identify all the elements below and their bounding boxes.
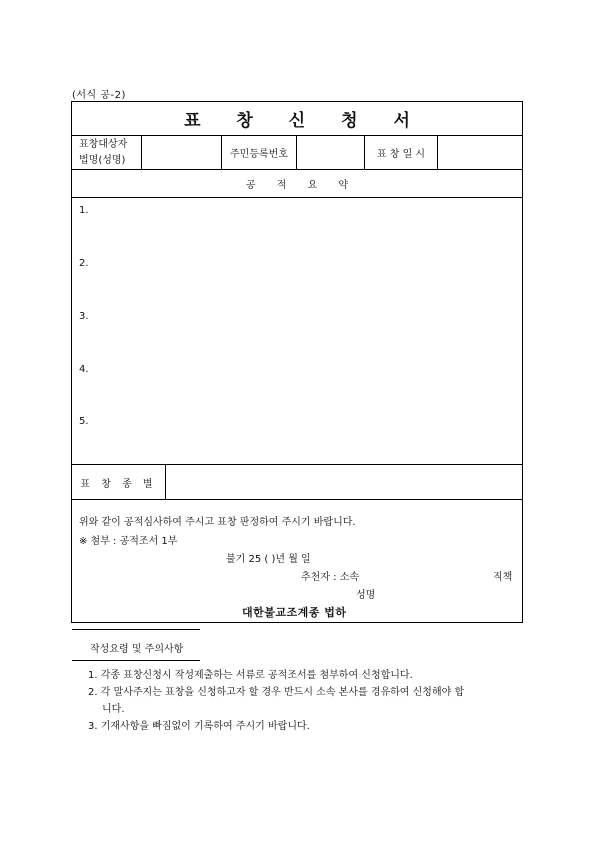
organization-name: 대한불교조계종 법하 (242, 606, 347, 619)
guide-note-2: 2. 각 말사주지는 표창을 신청하고자 할 경우 반드시 소속 본사를 경유하여 신청해야 합 (88, 687, 465, 698)
award-type-label: 표 창 종 별 (80, 478, 157, 490)
summary-item-2: 2. (79, 258, 89, 269)
request-text: 위와 같이 공적심사하여 주시고 표창 판정하여 주시기 바랍니다. (79, 517, 356, 528)
date-line: 불기 25 ( )년 월 일 (226, 554, 311, 565)
guide-rule-top (72, 629, 200, 630)
application-form (71, 101, 523, 623)
award-date-label-cell (365, 136, 438, 169)
summary-item-5: 5. (79, 416, 89, 427)
title-row (72, 102, 522, 136)
recommender-label: 추천자 : 소속 (301, 572, 360, 583)
recipient-label-line2: 법명(성명) (79, 154, 126, 166)
summary-item-3: 3. (79, 311, 89, 322)
guide-title: 작성요령 및 주의사항 (90, 644, 184, 655)
resident-no-field[interactable] (297, 136, 365, 169)
signature-label: 성명 (356, 590, 376, 601)
guide-note-3: 3. 기재사항을 빠짐없이 기록하여 주시기 바랍니다. (88, 721, 310, 732)
resident-no-label-cell (222, 136, 297, 169)
summary-item-4: 4. (79, 364, 89, 375)
award-type-label-cell (72, 465, 166, 499)
recipient-name-field[interactable] (142, 136, 222, 169)
guide-rule-bottom (72, 660, 200, 661)
recipient-label-cell (72, 136, 142, 169)
recipient-label-line1: 표창대상자 (79, 138, 128, 150)
summary-header-label: 공 적 요 약 (245, 180, 358, 191)
attachment-note: ※ 첨부 : 공적조서 1부 (79, 536, 178, 547)
award-date-label: 표 창 일 시 (376, 149, 426, 160)
request-section (72, 500, 522, 622)
info-row (72, 136, 522, 170)
summary-body[interactable] (72, 198, 522, 465)
guide-notes (88, 667, 528, 735)
award-date-field[interactable] (438, 136, 522, 169)
summary-item-1: 1. (79, 205, 89, 216)
award-type-field[interactable] (166, 465, 522, 499)
resident-no-label: 주민등록번호 (230, 149, 288, 160)
page-title: 표 창 신 청 서 (184, 111, 425, 131)
award-type-row (72, 465, 522, 500)
summary-header (72, 170, 522, 198)
guide-note-2-cont: 니다. (102, 704, 125, 715)
guide-note-1: 1. 각종 표창신청시 작성제출하는 서류로 공적조서를 첨부하여 신청합니다. (88, 670, 413, 681)
position-label: 직책 (493, 572, 513, 583)
form-code: (서식 공-2) (72, 90, 126, 101)
